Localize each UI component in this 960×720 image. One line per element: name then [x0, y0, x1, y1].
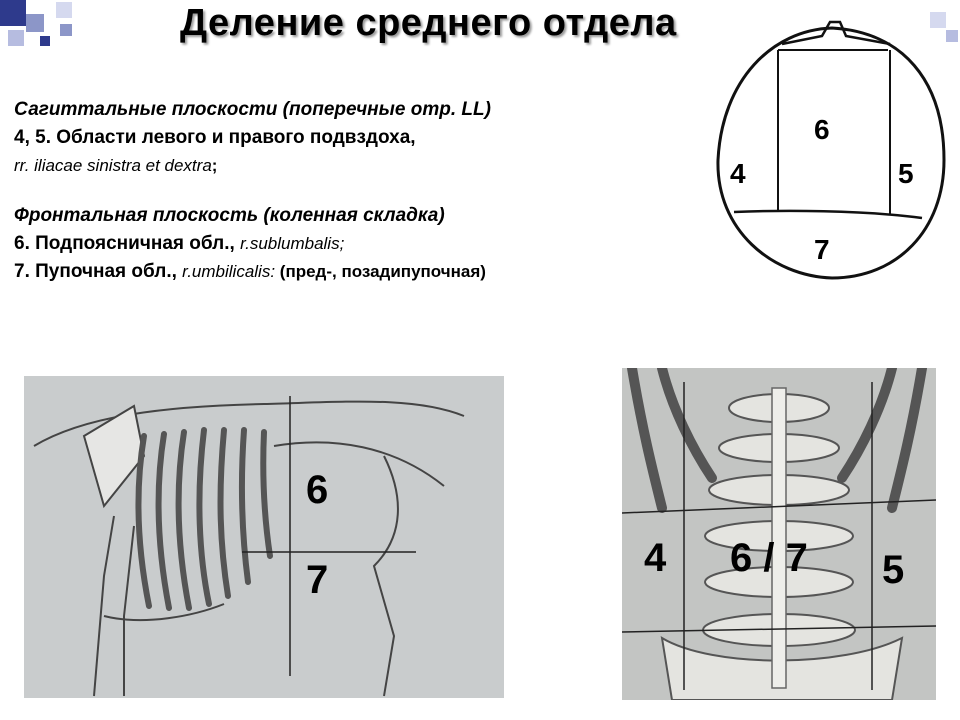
frontal-plane-block — [14, 202, 486, 286]
cow-skeleton-figure — [24, 376, 504, 698]
lumbar-spine-sketch — [622, 368, 936, 700]
frontal-heading: Фронтальная плоскость (коленная складка) — [14, 205, 445, 226]
umbilical-tail: (пред-, позадипупочная) — [275, 262, 486, 281]
spine-label-4: 4 — [644, 536, 667, 580]
diagram-label-7: 7 — [814, 234, 830, 265]
iliac-regions-line: 4, 5. Области левого и правого подвздоха, — [14, 127, 416, 148]
cross-section-drawing — [712, 0, 952, 290]
cross-section-diagram — [712, 0, 952, 290]
lumbar-spine-figure — [622, 368, 936, 700]
sagittal-planes-block — [14, 96, 491, 180]
sagittal-heading: Сагиттальные плоскости (поперечные отр. LL) — [14, 99, 491, 120]
umbilical-line — [14, 258, 486, 286]
cow-label-7: 7 — [306, 558, 329, 602]
sublumbar-latin: r.sublumbalis; — [240, 234, 345, 253]
iliac-latin-line — [14, 152, 491, 180]
cow-label-6: 6 — [306, 468, 329, 512]
spine-label-5: 5 — [882, 548, 905, 592]
diagram-label-6: 6 — [814, 114, 830, 145]
diagram-label-5: 5 — [898, 158, 914, 189]
umbilical-latin: r.umbilicalis: — [182, 262, 276, 281]
umbilical-label: 7. Пупочная обл., — [14, 261, 183, 282]
sublumbar-line — [14, 230, 486, 258]
spine-label-6-7: 6 / 7 — [730, 536, 808, 580]
page-title: Деление среднего отдела — [180, 2, 677, 44]
sublumbar-label: 6. Подпоясничная обл., — [14, 233, 241, 254]
diagram-label-4: 4 — [730, 158, 746, 189]
iliac-latin-tail: ; — [211, 156, 218, 175]
cow-skeleton-sketch — [24, 376, 504, 698]
iliac-latin-term: rr. iliacae sinistra et dextra — [14, 156, 212, 175]
